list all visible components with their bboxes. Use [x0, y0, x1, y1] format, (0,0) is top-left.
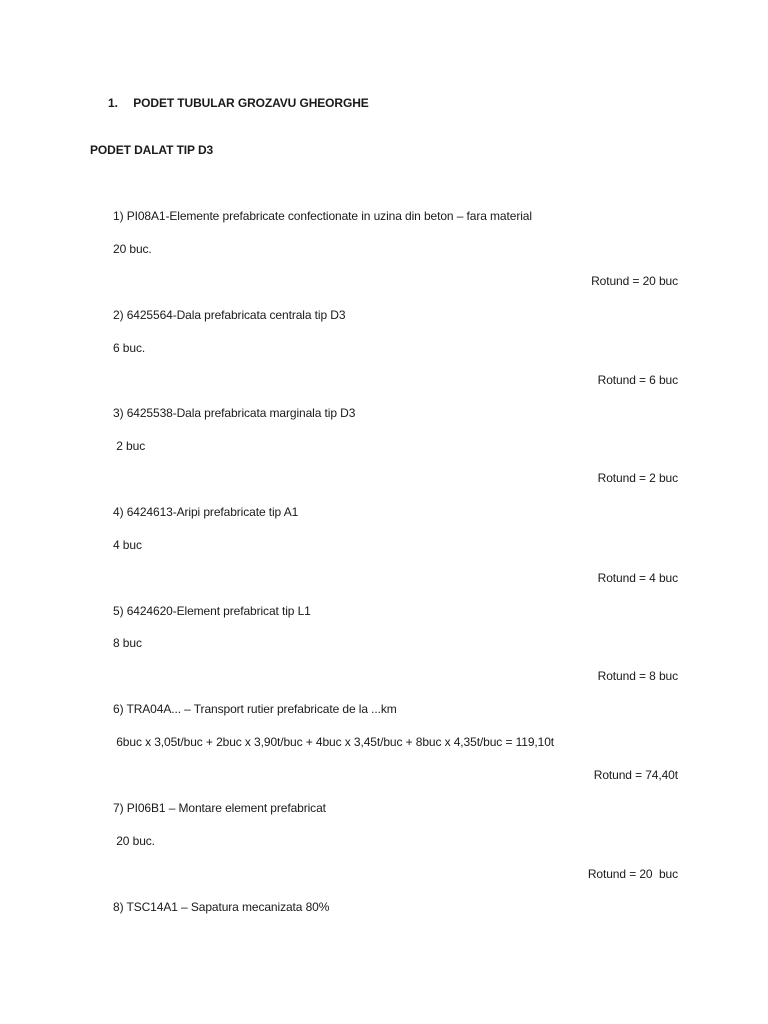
item-result: Rotund = 2 buc: [597, 471, 678, 485]
item-title: 6) TRA04A... – Transport rutier prefabricate de la ...km: [113, 702, 397, 716]
item-title: 5) 6424620-Element prefabricat tip L1: [113, 604, 311, 618]
item-quantity: 6buc x 3,05t/buc + 2buc x 3,90t/buc + 4buc x 3,45t/buc + 8buc x 4,35t/buc = 119,10t: [113, 735, 555, 749]
subheading: PODET DALAT TIP D3: [90, 143, 214, 157]
item-quantity: 20 buc.: [113, 242, 152, 256]
item-result: Rotund = 4 buc: [597, 571, 678, 585]
item-quantity: 4 buc: [113, 538, 142, 552]
item-result: Rotund = 20 buc: [587, 867, 678, 881]
item-result: Rotund = 8 buc: [597, 669, 678, 683]
item-quantity: 2 buc: [113, 439, 146, 453]
section-heading: [108, 96, 369, 110]
item-result: Rotund = 6 buc: [597, 373, 678, 387]
item-result: Rotund = 20 buc: [591, 274, 678, 288]
item-quantity: 20 buc.: [113, 834, 155, 848]
item-quantity: 6 buc.: [113, 341, 146, 355]
item-result: Rotund = 74,40t: [593, 768, 678, 782]
item-title: 1) PI08A1-Elemente prefabricate confectionate in uzina din beton – fara material: [113, 209, 532, 223]
item-title: 8) TSC14A1 – Sapatura mecanizata 80%: [113, 900, 330, 914]
item-title: 3) 6425538-Dala prefabricata marginala tip D3: [113, 406, 356, 420]
item-title: 2) 6425564-Dala prefabricata centrala tip D3: [113, 308, 346, 322]
item-quantity: 8 buc: [113, 636, 142, 650]
item-title: 4) 6424613-Aripi prefabricate tip A1: [113, 505, 299, 519]
section-number: 1.: [108, 96, 118, 110]
section-title: PODET TUBULAR GROZAVU GHEORGHE: [133, 96, 369, 110]
item-title: 7) PI06B1 – Montare element prefabricat: [113, 801, 326, 815]
